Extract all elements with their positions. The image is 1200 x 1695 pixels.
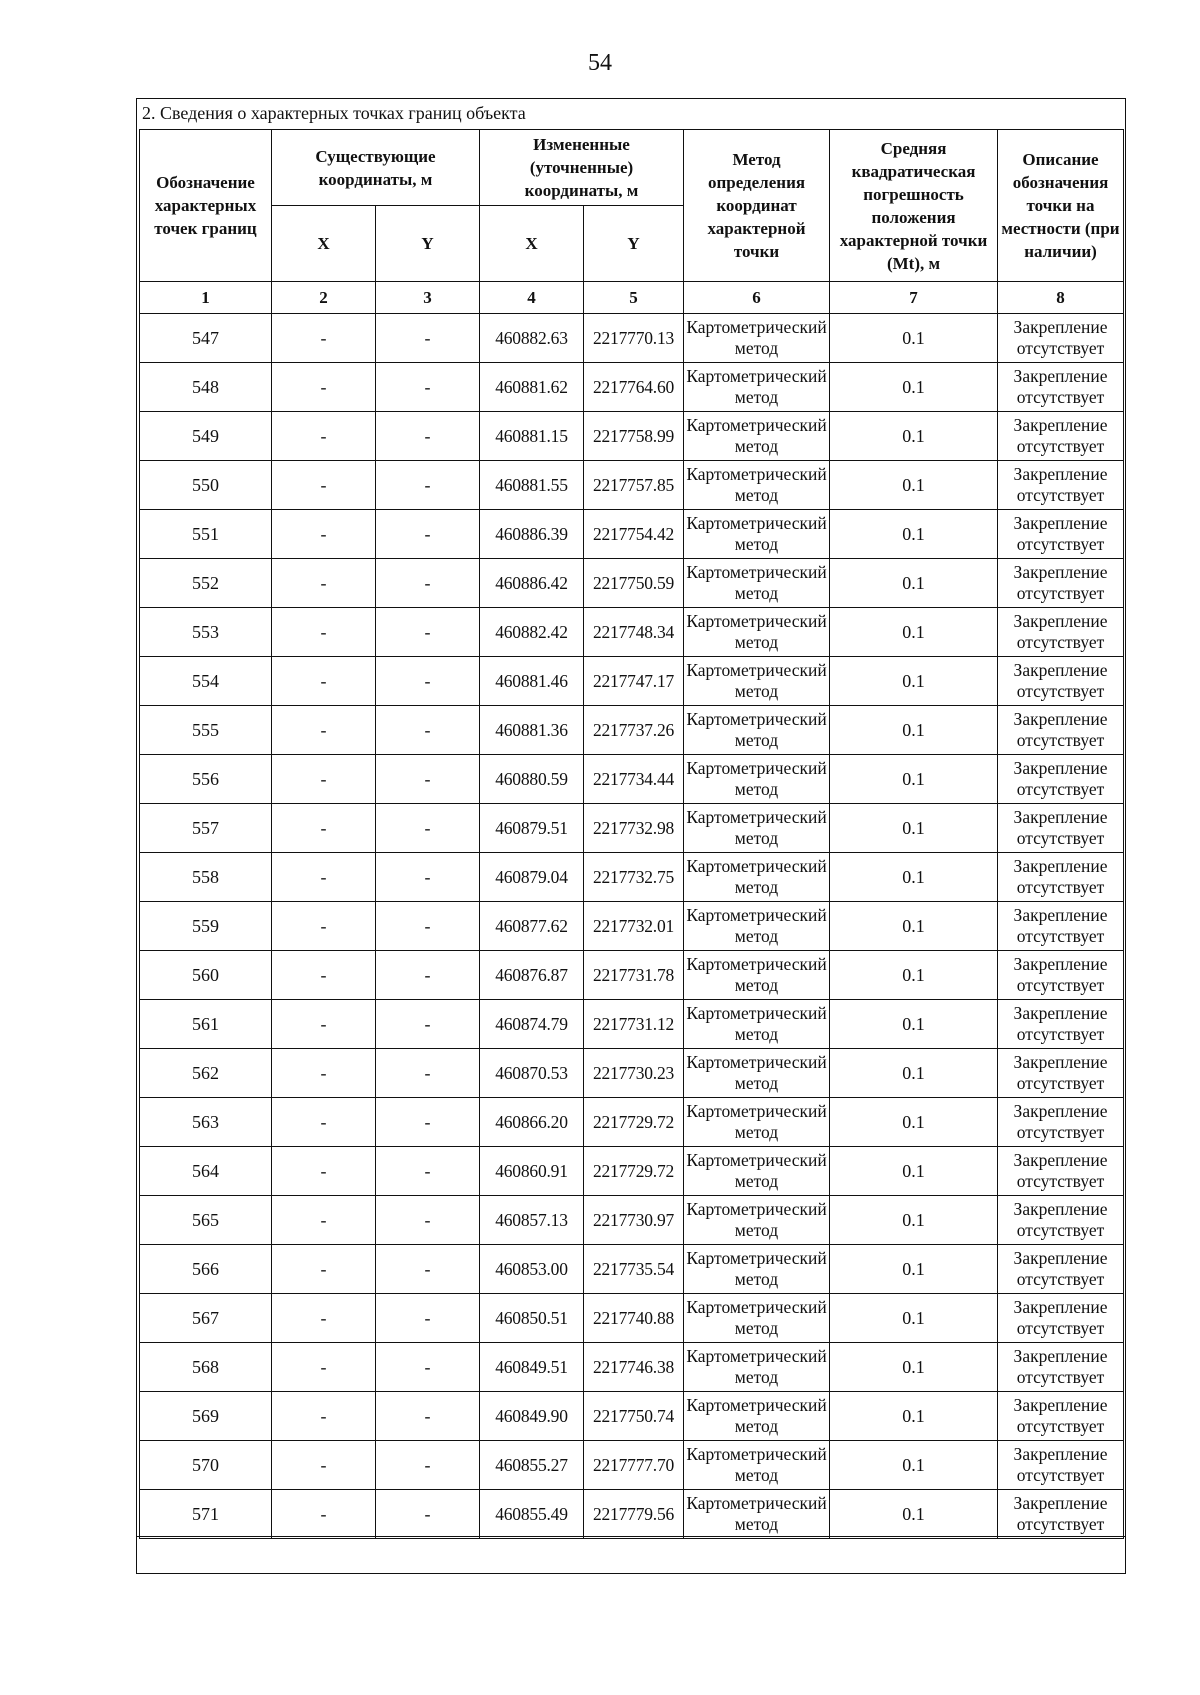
cell-mt: 0.1 — [830, 706, 998, 755]
table-body — [140, 314, 1124, 1539]
cell-method: Картометрический метод — [684, 1245, 830, 1294]
cell-existing-y: - — [376, 1294, 480, 1343]
cell-existing-x: - — [272, 755, 376, 804]
cell-existing-y: - — [376, 755, 480, 804]
cell-existing-x: - — [272, 1392, 376, 1441]
column-number: 7 — [830, 282, 998, 314]
cell-existing-x: - — [272, 951, 376, 1000]
cell-x: 460849.51 — [480, 1343, 584, 1392]
cell-mt: 0.1 — [830, 461, 998, 510]
table-row — [140, 1392, 1124, 1441]
table-row — [140, 363, 1124, 412]
cell-x: 460879.04 — [480, 853, 584, 902]
table-row — [140, 1196, 1124, 1245]
cell-x: 460857.13 — [480, 1196, 584, 1245]
table-row — [140, 1049, 1124, 1098]
table-row — [140, 853, 1124, 902]
cell-description: Закрепление отсутствует — [998, 461, 1124, 510]
cell-existing-y: - — [376, 1441, 480, 1490]
boundary-points-table — [139, 129, 1124, 1539]
cell-y: 2217779.56 — [584, 1490, 684, 1539]
cell-y: 2217750.74 — [584, 1392, 684, 1441]
cell-existing-y: - — [376, 559, 480, 608]
cell-existing-y: - — [376, 951, 480, 1000]
cell-point: 571 — [140, 1490, 272, 1539]
header-description: Описание обозначения точки на местности (при наличии) — [998, 130, 1124, 282]
cell-y: 2217732.75 — [584, 853, 684, 902]
cell-mt: 0.1 — [830, 412, 998, 461]
header-existing-x: X — [272, 206, 376, 282]
cell-method: Картометрический метод — [684, 1490, 830, 1539]
cell-existing-y: - — [376, 1000, 480, 1049]
cell-mt: 0.1 — [830, 363, 998, 412]
cell-point: 564 — [140, 1147, 272, 1196]
cell-existing-y: - — [376, 1147, 480, 1196]
cell-point: 567 — [140, 1294, 272, 1343]
cell-description: Закрепление отсутствует — [998, 1000, 1124, 1049]
cell-existing-x: - — [272, 902, 376, 951]
cell-description: Закрепление отсутствует — [998, 1245, 1124, 1294]
table-row — [140, 1098, 1124, 1147]
cell-y: 2217731.12 — [584, 1000, 684, 1049]
table-row — [140, 706, 1124, 755]
cell-existing-y: - — [376, 412, 480, 461]
table-row — [140, 461, 1124, 510]
header-designation: Обозначение характерных точек границ — [140, 130, 272, 282]
cell-existing-y: - — [376, 1343, 480, 1392]
cell-mt: 0.1 — [830, 608, 998, 657]
cell-x: 460870.53 — [480, 1049, 584, 1098]
cell-existing-y: - — [376, 706, 480, 755]
cell-description: Закрепление отсутствует — [998, 1343, 1124, 1392]
table-row — [140, 510, 1124, 559]
cell-point: 552 — [140, 559, 272, 608]
cell-existing-y: - — [376, 314, 480, 363]
cell-x: 460881.46 — [480, 657, 584, 706]
column-number: 6 — [684, 282, 830, 314]
cell-existing-x: - — [272, 1098, 376, 1147]
cell-y: 2217764.60 — [584, 363, 684, 412]
column-number: 5 — [584, 282, 684, 314]
cell-mt: 0.1 — [830, 853, 998, 902]
cell-description: Закрепление отсутствует — [998, 608, 1124, 657]
cell-point: 548 — [140, 363, 272, 412]
cell-point: 557 — [140, 804, 272, 853]
cell-existing-x: - — [272, 461, 376, 510]
cell-x: 460877.62 — [480, 902, 584, 951]
cell-method: Картометрический метод — [684, 363, 830, 412]
cell-existing-x: - — [272, 657, 376, 706]
cell-y: 2217754.42 — [584, 510, 684, 559]
cell-existing-x: - — [272, 510, 376, 559]
cell-existing-x: - — [272, 1147, 376, 1196]
cell-point: 556 — [140, 755, 272, 804]
cell-point: 555 — [140, 706, 272, 755]
cell-point: 568 — [140, 1343, 272, 1392]
cell-description: Закрепление отсутствует — [998, 706, 1124, 755]
cell-x: 460881.62 — [480, 363, 584, 412]
cell-description: Закрепление отсутствует — [998, 902, 1124, 951]
cell-point: 566 — [140, 1245, 272, 1294]
cell-method: Картометрический метод — [684, 510, 830, 559]
cell-mt: 0.1 — [830, 559, 998, 608]
cell-mt: 0.1 — [830, 510, 998, 559]
cell-y: 2217740.88 — [584, 1294, 684, 1343]
cell-method: Картометрический метод — [684, 412, 830, 461]
table-row — [140, 1147, 1124, 1196]
cell-point: 559 — [140, 902, 272, 951]
table-row — [140, 314, 1124, 363]
cell-point: 563 — [140, 1098, 272, 1147]
cell-y: 2217758.99 — [584, 412, 684, 461]
cell-method: Картометрический метод — [684, 1196, 830, 1245]
cell-method: Картометрический метод — [684, 1392, 830, 1441]
cell-y: 2217750.59 — [584, 559, 684, 608]
table-footer-empty-row — [137, 1536, 1125, 1573]
cell-method: Картометрический метод — [684, 902, 830, 951]
cell-existing-x: - — [272, 1441, 376, 1490]
cell-y: 2217732.98 — [584, 804, 684, 853]
header-changed-coordinates: Измененные (уточненные) координаты, м — [480, 130, 684, 206]
cell-existing-x: - — [272, 1343, 376, 1392]
cell-existing-y: - — [376, 363, 480, 412]
column-number: 4 — [480, 282, 584, 314]
cell-existing-x: - — [272, 1196, 376, 1245]
cell-point: 561 — [140, 1000, 272, 1049]
cell-existing-y: - — [376, 1098, 480, 1147]
cell-description: Закрепление отсутствует — [998, 1098, 1124, 1147]
cell-description: Закрепление отсутствует — [998, 1441, 1124, 1490]
cell-point: 547 — [140, 314, 272, 363]
header-existing-y: Y — [376, 206, 480, 282]
cell-mt: 0.1 — [830, 657, 998, 706]
document-frame — [136, 98, 1126, 1574]
cell-description: Закрепление отсутствует — [998, 1490, 1124, 1539]
cell-description: Закрепление отсутствует — [998, 1147, 1124, 1196]
header-existing-coordinates: Существующие координаты, м — [272, 130, 480, 206]
cell-point: 558 — [140, 853, 272, 902]
cell-y: 2217746.38 — [584, 1343, 684, 1392]
cell-point: 562 — [140, 1049, 272, 1098]
cell-mt: 0.1 — [830, 1098, 998, 1147]
cell-x: 460879.51 — [480, 804, 584, 853]
cell-description: Закрепление отсутствует — [998, 951, 1124, 1000]
cell-y: 2217777.70 — [584, 1441, 684, 1490]
cell-point: 565 — [140, 1196, 272, 1245]
table-row — [140, 951, 1124, 1000]
cell-x: 460866.20 — [480, 1098, 584, 1147]
cell-mt: 0.1 — [830, 314, 998, 363]
cell-mt: 0.1 — [830, 1147, 998, 1196]
cell-point: 554 — [140, 657, 272, 706]
cell-x: 460882.63 — [480, 314, 584, 363]
cell-y: 2217730.97 — [584, 1196, 684, 1245]
cell-existing-y: - — [376, 608, 480, 657]
cell-x: 460876.87 — [480, 951, 584, 1000]
cell-x: 460886.39 — [480, 510, 584, 559]
table-row — [140, 1294, 1124, 1343]
cell-y: 2217735.54 — [584, 1245, 684, 1294]
cell-point: 569 — [140, 1392, 272, 1441]
cell-existing-y: - — [376, 853, 480, 902]
cell-method: Картометрический метод — [684, 608, 830, 657]
cell-description: Закрепление отсутствует — [998, 314, 1124, 363]
cell-existing-x: - — [272, 1000, 376, 1049]
cell-x: 460882.42 — [480, 608, 584, 657]
cell-mt: 0.1 — [830, 1196, 998, 1245]
cell-existing-y: - — [376, 461, 480, 510]
header-method: Метод определения координат характерной точки — [684, 130, 830, 282]
cell-existing-y: - — [376, 804, 480, 853]
cell-description: Закрепление отсутствует — [998, 804, 1124, 853]
cell-existing-y: - — [376, 1490, 480, 1539]
cell-mt: 0.1 — [830, 951, 998, 1000]
cell-method: Картометрический метод — [684, 1343, 830, 1392]
cell-existing-x: - — [272, 412, 376, 461]
cell-existing-x: - — [272, 363, 376, 412]
cell-y: 2217747.17 — [584, 657, 684, 706]
table-row — [140, 1343, 1124, 1392]
cell-x: 460860.91 — [480, 1147, 584, 1196]
cell-description: Закрепление отсутствует — [998, 657, 1124, 706]
table-row — [140, 1490, 1124, 1539]
cell-method: Картометрический метод — [684, 1294, 830, 1343]
cell-x: 460853.00 — [480, 1245, 584, 1294]
cell-mt: 0.1 — [830, 1000, 998, 1049]
cell-point: 553 — [140, 608, 272, 657]
cell-method: Картометрический метод — [684, 461, 830, 510]
cell-x: 460855.27 — [480, 1441, 584, 1490]
cell-description: Закрепление отсутствует — [998, 1196, 1124, 1245]
cell-mt: 0.1 — [830, 1245, 998, 1294]
table-row — [140, 657, 1124, 706]
cell-existing-y: - — [376, 657, 480, 706]
page-number: 54 — [588, 50, 612, 76]
cell-y: 2217734.44 — [584, 755, 684, 804]
cell-point: 550 — [140, 461, 272, 510]
cell-description: Закрепление отсутствует — [998, 1294, 1124, 1343]
table-row — [140, 1245, 1124, 1294]
cell-method: Картометрический метод — [684, 657, 830, 706]
cell-existing-x: - — [272, 314, 376, 363]
cell-mt: 0.1 — [830, 1441, 998, 1490]
cell-existing-x: - — [272, 559, 376, 608]
cell-method: Картометрический метод — [684, 804, 830, 853]
column-number: 1 — [140, 282, 272, 314]
table-row — [140, 1000, 1124, 1049]
cell-existing-x: - — [272, 804, 376, 853]
cell-description: Закрепление отсутствует — [998, 510, 1124, 559]
cell-description: Закрепление отсутствует — [998, 412, 1124, 461]
cell-method: Картометрический метод — [684, 951, 830, 1000]
cell-point: 570 — [140, 1441, 272, 1490]
cell-description: Закрепление отсутствует — [998, 559, 1124, 608]
cell-x: 460874.79 — [480, 1000, 584, 1049]
cell-existing-x: - — [272, 1294, 376, 1343]
cell-mt: 0.1 — [830, 804, 998, 853]
cell-y: 2217730.23 — [584, 1049, 684, 1098]
column-number: 2 — [272, 282, 376, 314]
cell-existing-y: - — [376, 902, 480, 951]
cell-method: Картометрический метод — [684, 1098, 830, 1147]
cell-x: 460880.59 — [480, 755, 584, 804]
cell-method: Картометрический метод — [684, 853, 830, 902]
section-title: 2. Сведения о характерных точках границ объекта — [142, 103, 526, 123]
cell-y: 2217732.01 — [584, 902, 684, 951]
column-number: 8 — [998, 282, 1124, 314]
cell-method: Картометрический метод — [684, 1049, 830, 1098]
cell-mt: 0.1 — [830, 1490, 998, 1539]
cell-method: Картометрический метод — [684, 314, 830, 363]
cell-mt: 0.1 — [830, 1049, 998, 1098]
table-row — [140, 412, 1124, 461]
cell-method: Картометрический метод — [684, 706, 830, 755]
cell-existing-y: - — [376, 510, 480, 559]
cell-method: Картометрический метод — [684, 1000, 830, 1049]
cell-y: 2217729.72 — [584, 1147, 684, 1196]
cell-existing-x: - — [272, 853, 376, 902]
cell-existing-y: - — [376, 1049, 480, 1098]
cell-description: Закрепление отсутствует — [998, 853, 1124, 902]
cell-mt: 0.1 — [830, 1392, 998, 1441]
table-row — [140, 755, 1124, 804]
cell-existing-x: - — [272, 706, 376, 755]
cell-description: Закрепление отсутствует — [998, 755, 1124, 804]
cell-method: Картометрический метод — [684, 559, 830, 608]
cell-x: 460886.42 — [480, 559, 584, 608]
cell-mt: 0.1 — [830, 755, 998, 804]
cell-y: 2217748.34 — [584, 608, 684, 657]
cell-y: 2217731.78 — [584, 951, 684, 1000]
cell-x: 460881.15 — [480, 412, 584, 461]
cell-existing-x: - — [272, 1049, 376, 1098]
header-error: Средняя квадратическая погрешность положения характерной точки (Mt), м — [830, 130, 998, 282]
table-row — [140, 559, 1124, 608]
cell-x: 460850.51 — [480, 1294, 584, 1343]
table-row — [140, 608, 1124, 657]
cell-mt: 0.1 — [830, 1294, 998, 1343]
cell-point: 549 — [140, 412, 272, 461]
cell-existing-x: - — [272, 608, 376, 657]
cell-method: Картометрический метод — [684, 755, 830, 804]
cell-existing-x: - — [272, 1245, 376, 1294]
header-changed-x: X — [480, 206, 584, 282]
cell-x: 460855.49 — [480, 1490, 584, 1539]
cell-existing-y: - — [376, 1245, 480, 1294]
cell-mt: 0.1 — [830, 1343, 998, 1392]
cell-existing-y: - — [376, 1196, 480, 1245]
cell-x: 460881.36 — [480, 706, 584, 755]
cell-x: 460849.90 — [480, 1392, 584, 1441]
column-number: 3 — [376, 282, 480, 314]
cell-x: 460881.55 — [480, 461, 584, 510]
header-changed-y: Y — [584, 206, 684, 282]
cell-description: Закрепление отсутствует — [998, 1392, 1124, 1441]
cell-mt: 0.1 — [830, 902, 998, 951]
cell-y: 2217729.72 — [584, 1098, 684, 1147]
cell-point: 551 — [140, 510, 272, 559]
cell-method: Картометрический метод — [684, 1441, 830, 1490]
cell-existing-y: - — [376, 1392, 480, 1441]
cell-description: Закрепление отсутствует — [998, 1049, 1124, 1098]
cell-method: Картометрический метод — [684, 1147, 830, 1196]
cell-point: 560 — [140, 951, 272, 1000]
table-row — [140, 804, 1124, 853]
cell-y: 2217737.26 — [584, 706, 684, 755]
table-row — [140, 1441, 1124, 1490]
cell-existing-x: - — [272, 1490, 376, 1539]
table-row — [140, 902, 1124, 951]
cell-y: 2217770.13 — [584, 314, 684, 363]
cell-y: 2217757.85 — [584, 461, 684, 510]
cell-description: Закрепление отсутствует — [998, 363, 1124, 412]
